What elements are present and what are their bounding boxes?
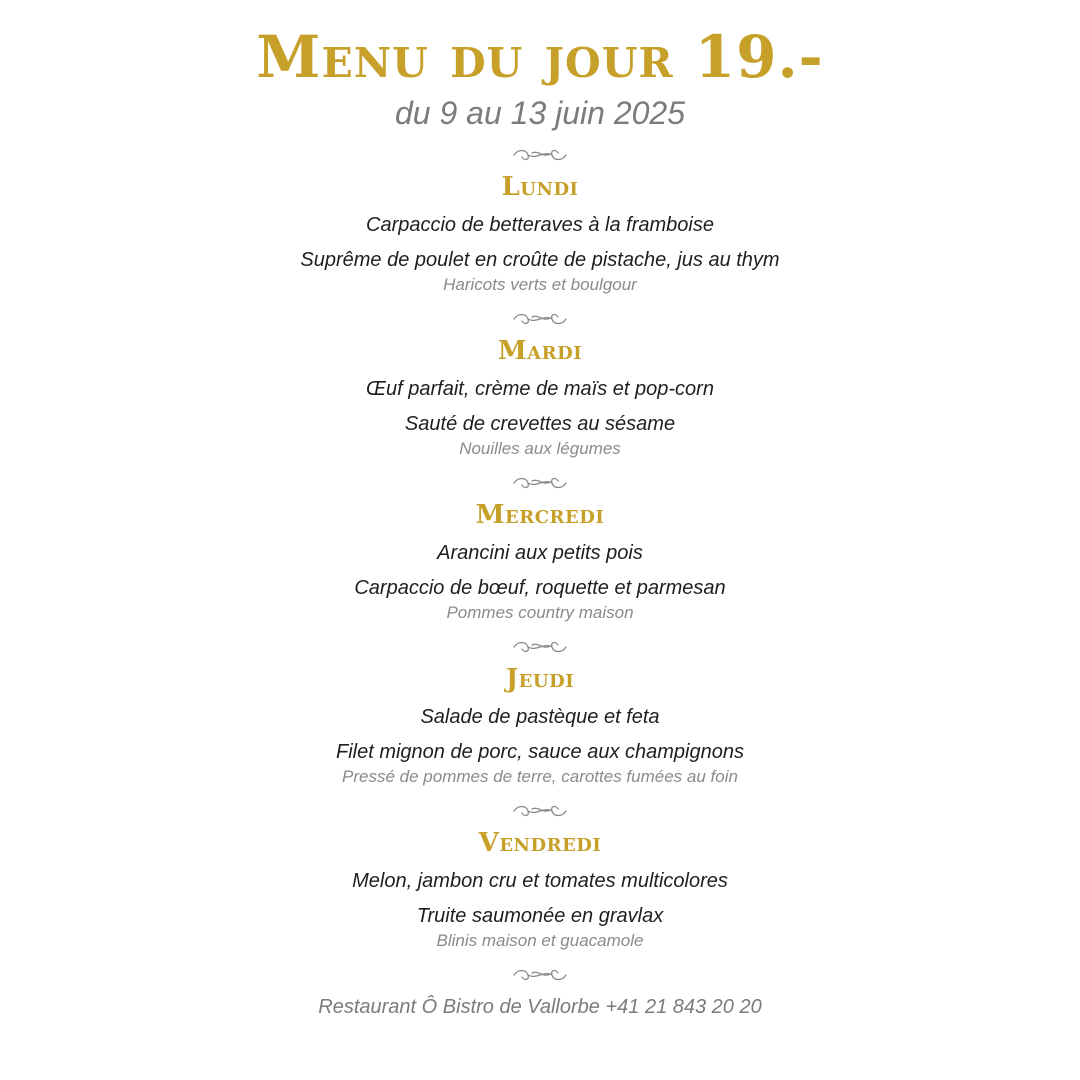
side-dish: Pressé de pommes de terre, carottes fumées au foin — [342, 767, 738, 786]
main-dish: Truite saumonée en gravlax — [416, 905, 664, 927]
flourish-divider-icon — [510, 966, 570, 984]
main-dish: Sauté de crevettes au sésame — [404, 413, 676, 435]
day-name: Lundi — [501, 172, 579, 202]
side-dish: Haricots verts et boulgour — [443, 275, 637, 294]
day-section-jeudi — [0, 656, 1080, 788]
side-dish: Blinis maison et guacamole — [436, 931, 644, 950]
day-name: Vendredi — [478, 828, 602, 858]
flourish-divider-icon — [510, 146, 570, 164]
side-dish: Nouilles aux légumes — [459, 439, 621, 458]
menu-title: Menu du jour 19.- — [256, 23, 824, 91]
flourish-divider-icon — [510, 802, 570, 820]
flourish-divider-icon — [510, 638, 570, 656]
restaurant-contact: Restaurant Ô Bistro de Vallorbe +41 21 843 20 20 — [318, 996, 762, 1018]
starter-dish: Arancini aux petits pois — [437, 542, 643, 564]
main-dish: Suprême de poulet en croûte de pistache, jus au thym — [300, 249, 780, 271]
flourish-divider-icon — [510, 474, 570, 492]
starter-dish: Œuf parfait, crème de maïs et pop-corn — [366, 378, 714, 400]
day-name: Jeudi — [505, 664, 575, 694]
day-section-mercredi — [0, 492, 1080, 624]
starter-dish: Melon, jambon cru et tomates multicolores — [352, 870, 728, 892]
starter-dish: Salade de pastèque et feta — [420, 706, 660, 728]
day-name: Mardi — [497, 336, 583, 366]
side-dish: Pommes country maison — [446, 603, 634, 622]
day-section-lundi — [0, 164, 1080, 296]
main-dish: Carpaccio de bœuf, roquette et parmesan — [354, 577, 726, 599]
day-section-mardi — [0, 328, 1080, 460]
starter-dish: Carpaccio de betteraves à la framboise — [366, 214, 714, 236]
day-name: Mercredi — [475, 500, 605, 530]
day-section-vendredi — [0, 820, 1080, 952]
flourish-divider-icon — [510, 310, 570, 328]
main-dish: Filet mignon de porc, sauce aux champignons — [335, 741, 744, 763]
menu-date-range: du 9 au 13 juin 2025 — [394, 95, 686, 131]
